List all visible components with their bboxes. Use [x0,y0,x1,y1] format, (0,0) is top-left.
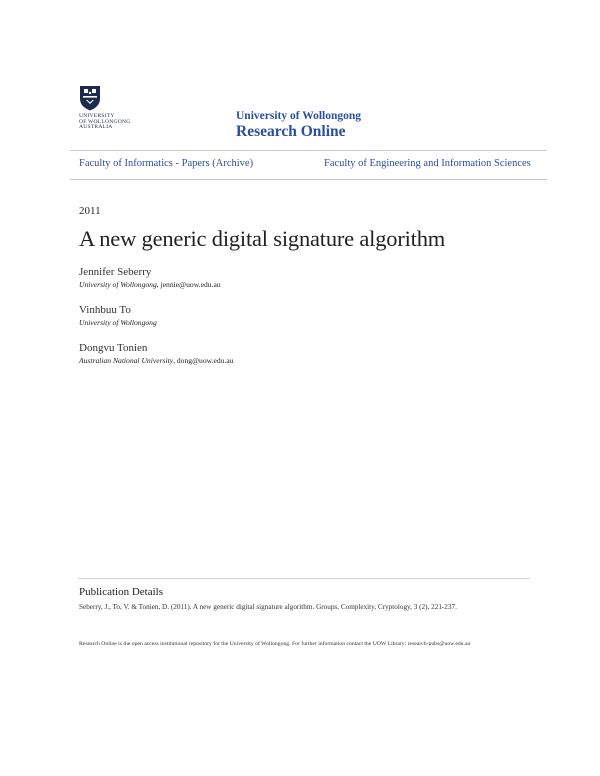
author-affiliation [79,356,234,365]
author-block [79,342,234,365]
divider-mid [70,179,547,180]
faculty-informatics-link[interactable]: Faculty of Informatics - Papers (Archive) [79,158,254,169]
author-affiliation [79,280,221,289]
logo-line-2: OF WOLLONGONG [79,118,131,125]
repository-footer-note: Research Online is the open access institutional repository for the University of Wollongong. For further information contact the UOW Library: research-pubs@uow.edu.au [79,641,471,647]
crest-shield-icon [79,85,101,111]
university-link[interactable]: University of Wollongong [236,110,362,122]
publication-details-heading: Publication Details [79,586,164,598]
author-name: Jennifer Seberry [79,266,152,278]
author-name: Vinhbuu To [79,304,131,316]
logo-line-3: AUSTRALIA [79,124,113,131]
faculty-engineering-link[interactable]: Faculty of Engineering and Information Sciences [324,158,531,169]
uow-logo [79,85,149,137]
publication-year: 2011 [79,205,101,217]
logo-line-1: UNIVERSITY [79,113,115,119]
affiliation-name: University of Wollongong [79,280,157,289]
author-email: , dong@uow.edu.au [173,356,234,365]
research-online-link[interactable]: Research Online [236,123,346,140]
divider-top [70,150,547,151]
repository-header [236,110,361,141]
affiliation-name: University of Wollongong [79,318,157,327]
citation-text: Seberry, J., To, V. & Tonien, D. (2011). A new generic digital signature algorithm. Groups, Complexity, Cryptology, 3 (2), 221-237. [79,603,457,611]
affiliation-name: Australian National University [79,356,174,365]
author-block [79,266,221,289]
logo-wordmark [79,114,130,131]
author-name: Dongvu Tonien [79,342,148,354]
author-email: , jennie@uow.edu.au [156,280,221,289]
divider-bottom [78,578,530,579]
paper-title: A new generic digital signature algorithm [79,226,446,251]
author-block [79,304,157,327]
author-affiliation [79,318,157,327]
